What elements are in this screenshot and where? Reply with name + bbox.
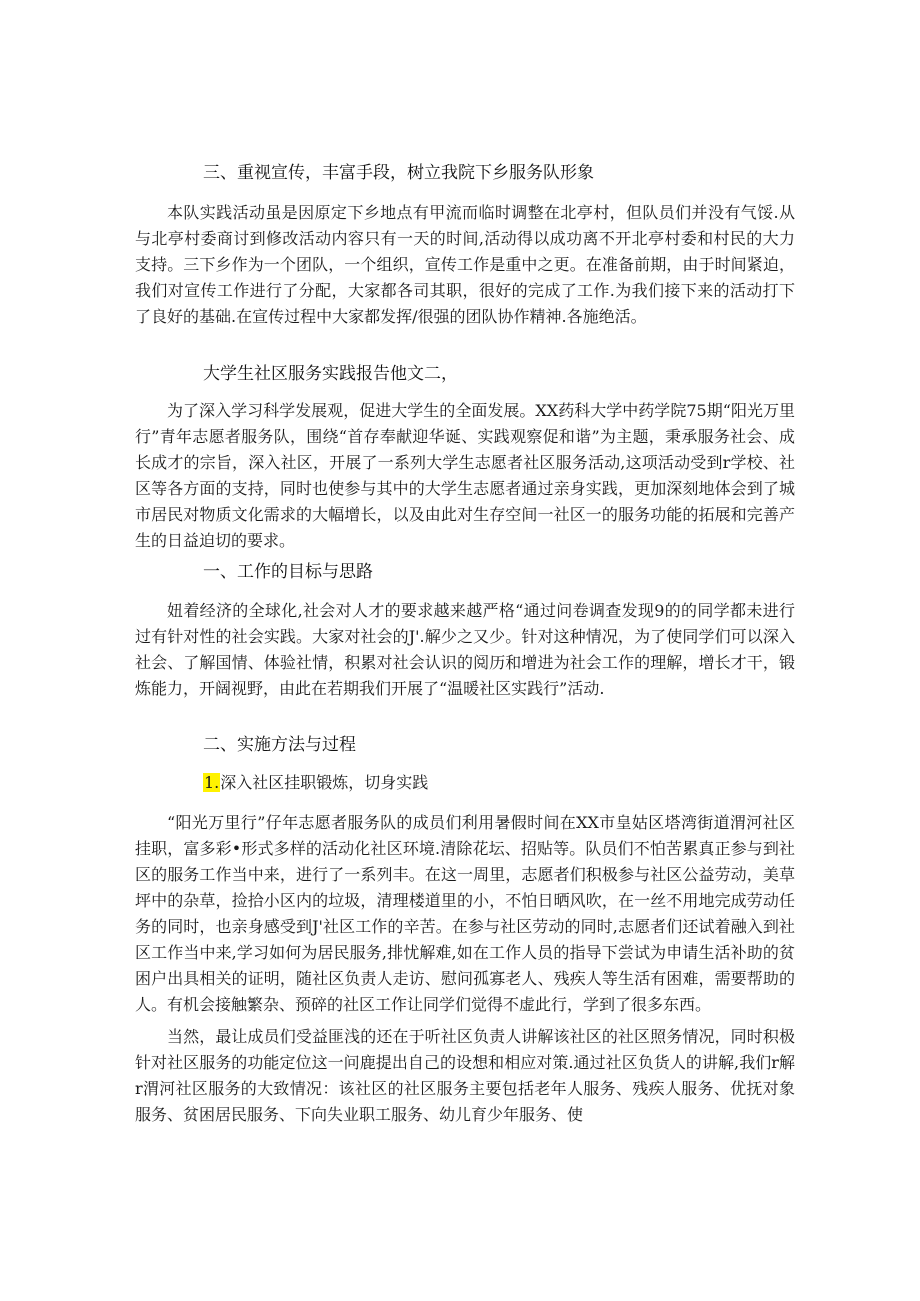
item1-text: 深入社区挂职锻炼，切身实践 — [220, 773, 429, 792]
intro-paragraph: 为了深入学习科学发展观，促进大学生的全面发展。XX药科大学中药学院75期“阳光万里行”青年志愿者服务队，围绕“首存奉献迎华诞、实践观察促和谐”为主题，秉承服务社会、成长成才的宗旨，深入社区，开展了一系列大学生志愿者社区服务活动,这项活动受到r学校、社区等各方面的支持，同时也使参与其中的大学生志愿者通过亲身实践，更加深刻地体会到了城市居民对物质文化需求的大幅增长，以及由此对生存空间一社区一的服务功能的拓展和完善产生的日益迫切的要求。 — [135, 401, 795, 550]
section3-heading: 三、重视宣传，丰富手段，树立我院下乡服务队形象 — [203, 163, 594, 183]
report2-title: 大学生社区服务实践报告他文二， — [203, 364, 458, 384]
closing-paragraph: 当然，最让成员们受益匪浅的还在于听社区负责人讲解该社区的社区照务情况，同时积极针对社区服务的功能定位这一问鹿提出自己的设想和相应对策.通过社区负货人的讲解,我们r解r渭河社区服务的大致情况：该社区的社区服务主要包括老年人服务、残疾人服务、优抚对象服务、贫困居民服务、下向失业职工服务、幼儿育少年服务、使 — [135, 1027, 795, 1124]
section2-heading: 二、实施方法与过程 — [203, 735, 356, 755]
section1-paragraph: 妞着经济的全球化,社会对人才的要求越来越严格“通过问卷调查发现9的的同学都未进行过有针对性的社会实践。大家对社会的J'.解少之又少。针对这种情况，为了使同学们可以深入社会、了解国情、体验社情，积累对社会认识的阅历和增进为社会工作的理解，增长才干，锻炼能力，开阔视野，由此在若期我们开展了“温暖社区实践行”活动. — [135, 601, 795, 698]
section1-heading: 一、工作的目标与思路 — [203, 562, 373, 582]
list-item-1 — [203, 771, 428, 795]
item1-paragraph: “阳光万里行”仔年志愿者服务队的成员们利用暑假时间在XX市皇姑区塔湾街道渭河社区挂职，富多彩•形式多样的活动化社区环境.清除花坛、招贴等。队员们不怕苦累真正参与到社区的服务工作当中来，进行了一系列丰。在这一周里，志愿者们积极参与社区公益劳动，美草坪中的杂草，捡拾小区内的垃圾，清理楼道里的小，不怕日晒风吹，在一丝不用地完成劳动任务的同时，也亲身感受到J'社区工作的辛苦。在参与社区劳动的同时,志愿者们还试着融入到社区工作当中来,学习如何为居民服务,排忧解难,如在工作人员的指导下尝试为申请生活补助的贫困户出具相关的证明，随社区负责人走访、慰问孤寡老人、残疾人等生活有困难，需要帮助的人。有机会接触繁杂、预碎的社区工作让同学们觉得不虚此行，学到了很多东西。 — [135, 813, 795, 1014]
section3-paragraph: 本队实践活动虽是因原定下乡地点有甲流而临时调整在北亭村，但队员们并没有气馁.从与北亭村委商讨到修改活动内容只有一天的时间,活动得以成功离不开北亭村委和村民的大力支持。三下乡作为一个团队，一个组织，宣传工作是重中之更。在准备前期，由于时间紧迫，我们对宣传工作进行了分配，大家都各司其职，很好的完成了工作.为我们接下来的活动打下了良好的基础.在宣传过程中大家都发挥/很强的团队协作精神.各施绝活。 — [135, 203, 795, 326]
item-number-highlight: 1. — [204, 773, 220, 792]
